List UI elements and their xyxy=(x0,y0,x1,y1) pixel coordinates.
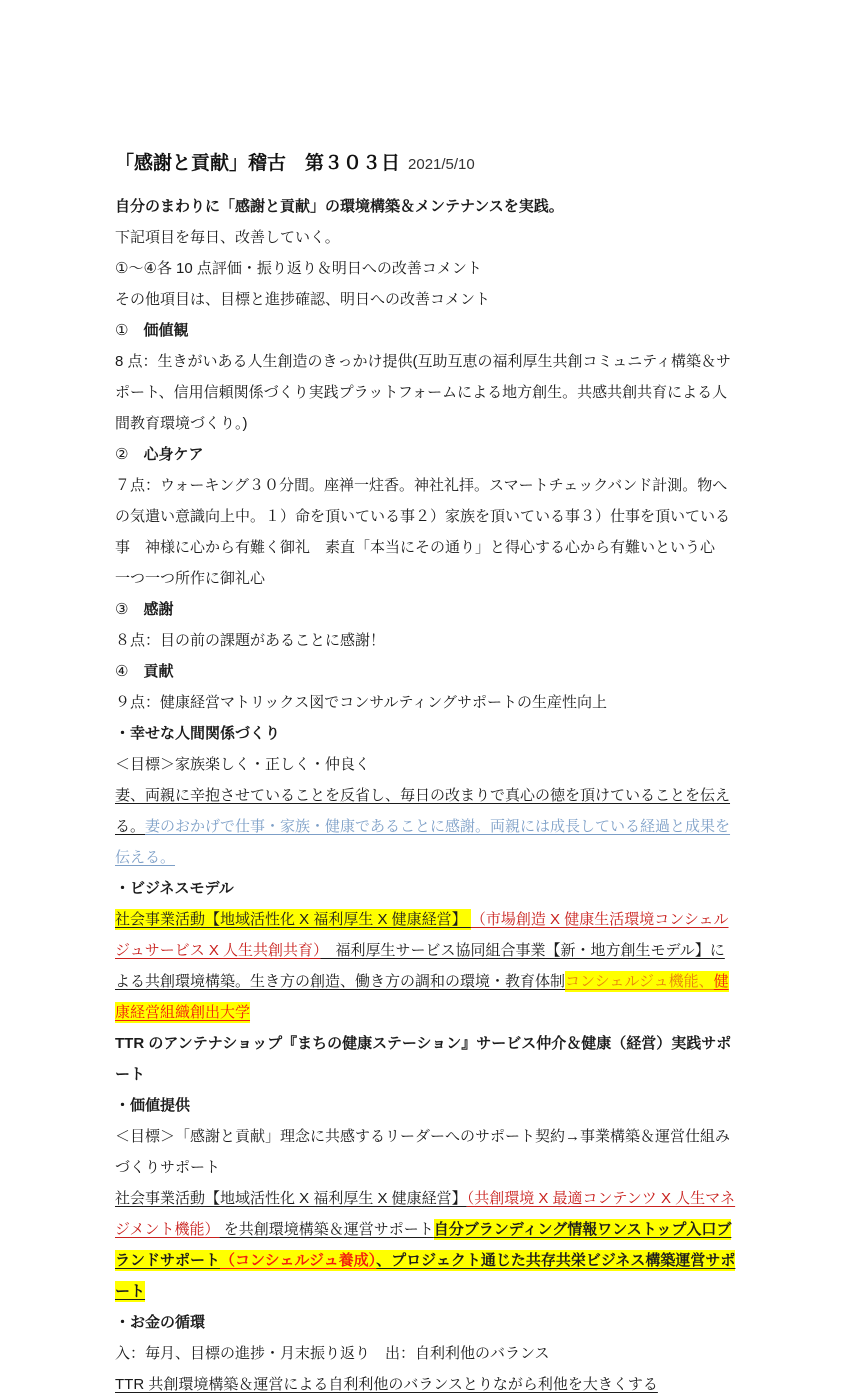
text-run: ７点：ウォーキング３０分間。座禅一炷香。神社礼拝。スマートチェックバンド計測。物への気遣い意識向上中。１）命を頂いている事２）家族を頂いている事３）仕事を頂いている事 神様に心から有難く御礼 素直「本当にその通り」と得心する心から有難いという心 一つ一つ所作に御礼心 xyxy=(115,477,731,587)
text-run: 健康経営組織創出大学 xyxy=(115,973,729,1021)
text-run: 価値観 xyxy=(143,322,189,339)
text-run: ・幸せな人間関係づくり xyxy=(115,725,281,742)
text-run: ・お金の循環 xyxy=(115,1314,206,1331)
text-run: 自分ブランディング情報ワンストップ入口ブランドサポート xyxy=(115,1221,732,1269)
paragraph xyxy=(115,315,739,346)
page-title-date: 2021/5/10 xyxy=(408,156,475,173)
text-run: （市場創造 X 健康生活環境コンシェルジュサービス X 人生共創共育） xyxy=(115,911,729,959)
document-content xyxy=(115,150,739,1400)
text-run: ② xyxy=(115,446,144,463)
paragraph xyxy=(115,470,739,594)
text-run: TTR 共創環境構築＆運営による自利利他のバランスとりながら利他を大きくする xyxy=(115,1376,658,1393)
text-run: 自分のまわりに「感謝と貢献」の環境構築＆メンテナンスを実践。 xyxy=(115,198,564,215)
paragraph xyxy=(115,1183,739,1307)
text-run: ③ xyxy=(115,601,144,618)
paragraph xyxy=(115,625,739,656)
document-body xyxy=(115,191,739,1400)
text-run: 社会事業活動【地域活性化 X 福利厚生 X 健康経営】 xyxy=(115,911,471,928)
paragraph xyxy=(115,1121,739,1183)
text-run: 、プロジェクト通じた共存共栄ビジネス構築運営サポート xyxy=(115,1252,736,1300)
text-run: ① xyxy=(115,322,144,339)
paragraph xyxy=(115,904,739,1028)
paragraph xyxy=(115,346,739,439)
paragraph xyxy=(115,222,739,253)
text-run: コンシェルジュ機能、 xyxy=(565,973,714,990)
text-run: ＜目標＞家族楽しく・正しく・仲良く xyxy=(115,756,371,773)
text-run: （コンシェルジュ養成） xyxy=(220,1252,377,1269)
paragraph xyxy=(115,1369,739,1400)
text-run: 8 点：生きがいある人生創造のきっかけ提供(互助互恵の福利厚生共創コミュニティ構築＆サポート、信用信頼関係づくり実践プラットフォームによる地方創生。共感共創共育による人間教育環境づくり。) xyxy=(115,353,732,432)
text-run: ＜目標＞「感謝と貢献」理念に共感するリーダーへのサポート契約→事業構築＆運営仕組みづくりサポート xyxy=(115,1128,731,1176)
text-run: 妻、両親に辛抱させていることを反省し、毎日の改まりで真心の徳を頂けていることを伝える。 xyxy=(115,787,731,835)
text-run: 貢献 xyxy=(143,663,174,680)
paragraph xyxy=(115,1028,739,1090)
text-run: 下記項目を毎日、改善していく。 xyxy=(115,229,340,246)
text-run: 社会事業活動【地域活性化 X 福利厚生 X 健康経営】 xyxy=(115,1190,467,1207)
paragraph xyxy=(115,780,739,873)
text-run: （共創環境 X 最適コンテンツ X 人生マネジメント機能） xyxy=(115,1190,736,1238)
text-run: 妻のおかげで仕事・家族・健康であることに感謝。両親には成長している経過と成果を伝える。 xyxy=(115,818,731,866)
text-run: ９点：健康経営マトリックス図でコンサルティングサポートの生産性向上 xyxy=(115,694,608,711)
page-title xyxy=(115,150,739,179)
paragraph xyxy=(115,191,739,222)
paragraph xyxy=(115,656,739,687)
text-run: 心身ケア xyxy=(143,446,204,463)
paragraph xyxy=(115,439,739,470)
paragraph xyxy=(115,1338,739,1369)
text-run: 福利厚生サービス協同組合事業【新・地方創生モデル】による共創環境構築。生き方の創造、働き方の調和の環境・教育体制 xyxy=(115,942,725,990)
text-run: ・価値提供 xyxy=(115,1097,191,1114)
text-run: 感謝 xyxy=(143,601,174,618)
paragraph xyxy=(115,594,739,625)
text-run: その他項目は、目標と進捗確認、明日への改善コメント xyxy=(115,291,491,308)
text-run: を共創環境構築＆運営サポート xyxy=(219,1221,434,1238)
paragraph xyxy=(115,253,739,284)
paragraph xyxy=(115,718,739,749)
paragraph xyxy=(115,873,739,904)
page-title-text: 「感謝と貢献」稽古 第３０３日 xyxy=(115,153,401,174)
text-run: 入：毎月、目標の進捗・月末振り返り 出：自利利他のバランス xyxy=(115,1345,550,1362)
text-run: ８点：目の前の課題があることに感謝！ xyxy=(115,632,386,649)
text-run: TTR のアンテナショップ『まちの健康ステーション』サービス仲介＆健康（経営）実践サポート xyxy=(115,1035,732,1083)
text-run: ①～④各 10 点評価・振り返り＆明日への改善コメント xyxy=(115,260,482,277)
paragraph xyxy=(115,749,739,780)
text-run: ④ xyxy=(115,663,144,680)
paragraph xyxy=(115,1307,739,1338)
text-run: ・ビジネスモデル xyxy=(115,880,234,897)
paragraph xyxy=(115,284,739,315)
paragraph xyxy=(115,1090,739,1121)
paragraph xyxy=(115,687,739,718)
